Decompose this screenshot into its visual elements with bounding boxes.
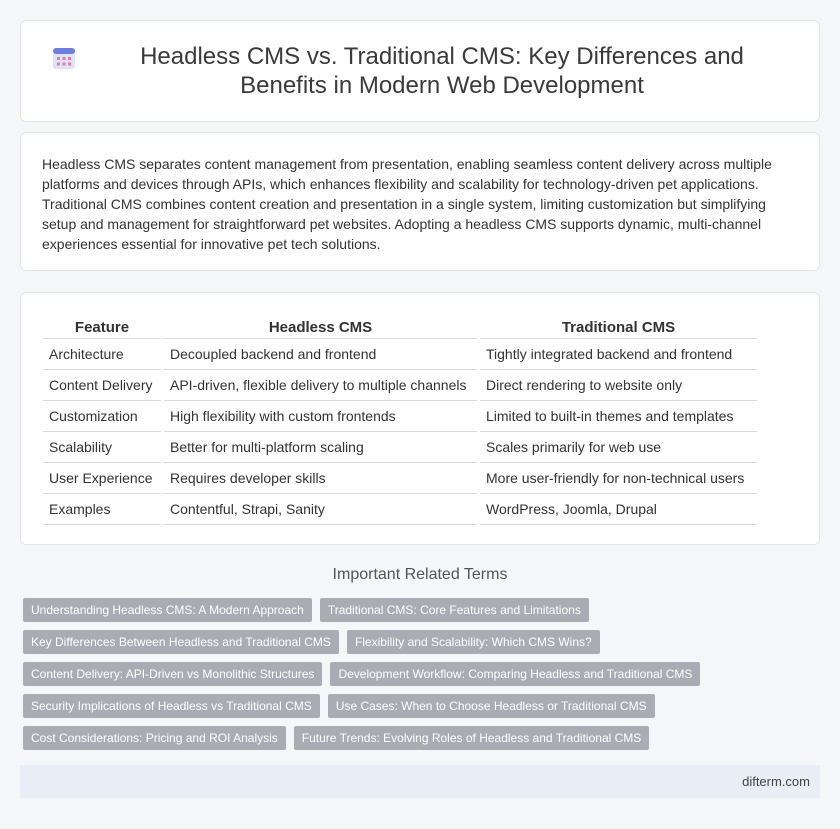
related-term-link[interactable]: Content Delivery: API-Driven vs Monolithic Structures	[23, 662, 322, 686]
table-row	[43, 432, 757, 463]
traditional-cell: Direct rendering to website only	[479, 370, 758, 401]
traditional-cell: WordPress, Joomla, Drupal	[479, 494, 758, 525]
column-header-headless: Headless CMS	[163, 315, 479, 339]
column-header-traditional: Traditional CMS	[479, 315, 758, 339]
footer	[20, 765, 820, 798]
comparison-table	[43, 315, 757, 525]
headless-cell: Contentful, Strapi, Sanity	[163, 494, 479, 525]
related-term-link[interactable]: Understanding Headless CMS: A Modern Approach	[23, 598, 312, 622]
table-row	[43, 339, 757, 370]
tag-row	[23, 598, 823, 622]
related-terms-heading: Important Related Terms	[332, 566, 508, 583]
related-term-link[interactable]: Key Differences Between Headless and Traditional CMS	[23, 630, 339, 654]
related-term-link[interactable]: Development Workflow: Comparing Headless and Traditional CMS	[330, 662, 700, 686]
header-card	[20, 20, 820, 122]
column-header-feature: Feature	[43, 315, 163, 339]
traditional-cell: Limited to built-in themes and templates	[479, 401, 758, 432]
table-header-row	[43, 315, 757, 339]
intro-paragraph: Headless CMS separates content management from presentation, enabling seamless content delivery across multiple platforms and devices through APIs, which enhances flexibility and scalability for technology-driven pet applications. Traditional CMS combines content creation and presentation in a single system, limiting customization but simplifying setup and management for straightforward pet websites. Adopting a headless CMS supports dynamic, multi-channel experiences essential for innovative pet tech solutions.	[42, 156, 772, 252]
tag-row	[23, 694, 823, 718]
related-term-link[interactable]: Security Implications of Headless vs Traditional CMS	[23, 694, 320, 718]
table-row	[43, 401, 757, 432]
table-row	[43, 463, 757, 494]
feature-cell: Architecture	[43, 339, 163, 370]
headless-cell: API-driven, flexible delivery to multiple channels	[163, 370, 479, 401]
feature-cell: User Experience	[43, 463, 163, 494]
traditional-cell: Tightly integrated backend and frontend	[479, 339, 758, 370]
headless-cell: Requires developer skills	[163, 463, 479, 494]
related-term-link[interactable]: Cost Considerations: Pricing and ROI Analysis	[23, 726, 286, 750]
page-title: Headless CMS vs. Traditional CMS: Key Differences and Benefits in Modern Web Development	[140, 43, 744, 99]
related-term-link[interactable]: Use Cases: When to Choose Headless or Traditional CMS	[328, 694, 655, 718]
feature-cell: Customization	[43, 401, 163, 432]
headless-cell: Better for multi-platform scaling	[163, 432, 479, 463]
related-terms-list	[23, 598, 823, 758]
traditional-cell: Scales primarily for web use	[479, 432, 758, 463]
intro-card	[20, 132, 820, 271]
feature-cell: Examples	[43, 494, 163, 525]
feature-cell: Content Delivery	[43, 370, 163, 401]
headless-cell: Decoupled backend and frontend	[163, 339, 479, 370]
related-term-link[interactable]: Flexibility and Scalability: Which CMS Wins?	[347, 630, 600, 654]
calendar-icon	[51, 45, 77, 71]
tag-row	[23, 662, 823, 686]
tag-row	[23, 726, 823, 750]
site-link[interactable]: difterm.com	[742, 774, 810, 789]
feature-cell: Scalability	[43, 432, 163, 463]
headless-cell: High flexibility with custom frontends	[163, 401, 479, 432]
related-term-link[interactable]: Future Trends: Evolving Roles of Headless and Traditional CMS	[294, 726, 650, 750]
table-row	[43, 370, 757, 401]
table-row	[43, 494, 757, 525]
tag-row	[23, 630, 823, 654]
comparison-card	[20, 292, 820, 545]
traditional-cell: More user-friendly for non-technical users	[479, 463, 758, 494]
related-term-link[interactable]: Traditional CMS: Core Features and Limitations	[320, 598, 589, 622]
